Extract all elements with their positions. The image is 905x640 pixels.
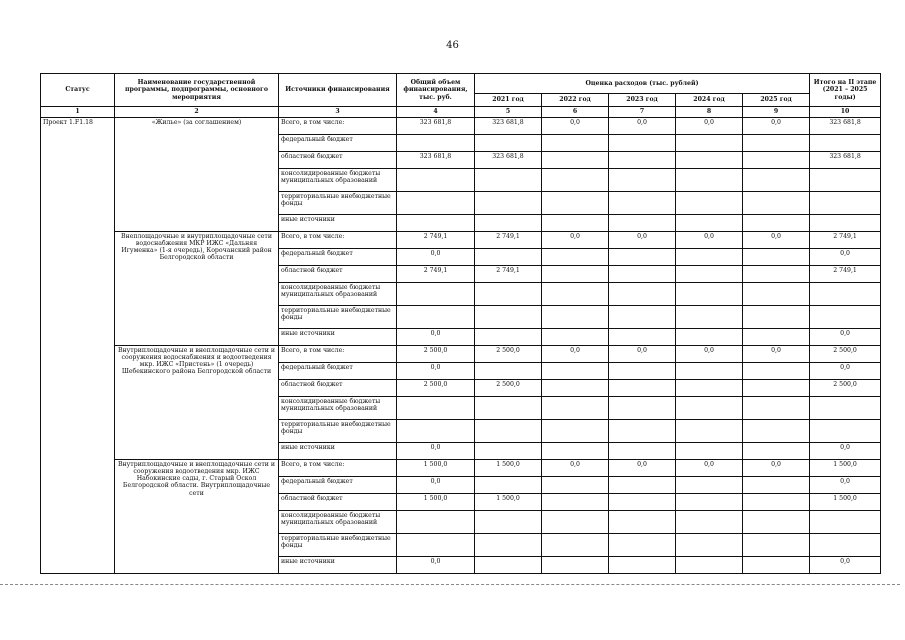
status-cell: Проект 1.F1.18 — [41, 118, 115, 574]
value-cell-y2021: 2 500,0 — [475, 380, 542, 397]
value-cell-y2024 — [676, 192, 743, 215]
value-cell-y2024 — [676, 380, 743, 397]
source-cell: федеральный бюджет — [279, 249, 397, 266]
value-cell-total — [397, 192, 475, 215]
value-cell-y2022 — [542, 397, 609, 420]
source-cell: иные источники — [279, 443, 397, 460]
value-cell-y2021 — [475, 477, 542, 494]
value-cell-stage — [810, 420, 881, 443]
source-cell: областной бюджет — [279, 380, 397, 397]
source-cell: областной бюджет — [279, 152, 397, 169]
value-cell-total: 0,0 — [397, 443, 475, 460]
header-total: Общий объем финансирования, тыс. руб. — [397, 74, 475, 107]
value-cell-y2021: 1 500,0 — [475, 460, 542, 477]
value-cell-y2021 — [475, 329, 542, 346]
table-row — [41, 118, 881, 135]
value-cell-stage: 0,0 — [810, 363, 881, 380]
value-cell-y2025 — [743, 283, 810, 306]
value-cell-total — [397, 397, 475, 420]
value-cell-y2022 — [542, 215, 609, 232]
scan-artifact-line — [0, 584, 900, 585]
value-cell-y2022: 0,0 — [542, 460, 609, 477]
value-cell-y2025 — [743, 152, 810, 169]
value-cell-y2023 — [609, 477, 676, 494]
source-cell: иные источники — [279, 557, 397, 574]
value-cell-stage — [810, 283, 881, 306]
source-cell: консолидированные бюджеты муниципальных образований — [279, 511, 397, 534]
value-cell-stage: 0,0 — [810, 249, 881, 266]
col-number: 3 — [279, 107, 397, 118]
value-cell-y2023 — [609, 511, 676, 534]
value-cell-y2021: 2 749,1 — [475, 266, 542, 283]
value-cell-y2024 — [676, 534, 743, 557]
page-number: 46 — [446, 40, 459, 51]
value-cell-y2022 — [542, 152, 609, 169]
source-cell: Всего, в том числе: — [279, 346, 397, 363]
header-estimate: Оценка расходов (тыс. рублей) — [475, 74, 810, 94]
value-cell-y2024 — [676, 363, 743, 380]
header-year: 2021 год — [475, 94, 542, 107]
value-cell-y2024: 0,0 — [676, 232, 743, 249]
value-cell-y2024 — [676, 511, 743, 534]
value-cell-y2024 — [676, 494, 743, 511]
value-cell-y2022 — [542, 192, 609, 215]
value-cell-y2023: 0,0 — [609, 118, 676, 135]
value-cell-y2021 — [475, 420, 542, 443]
value-cell-y2025 — [743, 249, 810, 266]
value-cell-y2025 — [743, 192, 810, 215]
value-cell-y2024 — [676, 215, 743, 232]
value-cell-y2025 — [743, 363, 810, 380]
value-cell-stage: 323 681,8 — [810, 118, 881, 135]
value-cell-y2023: 0,0 — [609, 346, 676, 363]
value-cell-y2025 — [743, 215, 810, 232]
table-row — [41, 232, 881, 249]
value-cell-y2021: 323 681,8 — [475, 118, 542, 135]
value-cell-y2023 — [609, 249, 676, 266]
value-cell-y2023 — [609, 557, 676, 574]
value-cell-y2025 — [743, 443, 810, 460]
value-cell-y2023 — [609, 380, 676, 397]
value-cell-y2023 — [609, 266, 676, 283]
value-cell-y2024 — [676, 152, 743, 169]
header-year: 2022 год — [542, 94, 609, 107]
value-cell-y2022: 0,0 — [542, 232, 609, 249]
header-year: 2024 год — [676, 94, 743, 107]
value-cell-y2024 — [676, 266, 743, 283]
value-cell-y2022 — [542, 306, 609, 329]
value-cell-y2025 — [743, 266, 810, 283]
value-cell-y2022 — [542, 420, 609, 443]
value-cell-total: 323 681,8 — [397, 152, 475, 169]
col-number: 10 — [810, 107, 881, 118]
value-cell-y2025 — [743, 494, 810, 511]
value-cell-total — [397, 306, 475, 329]
header-status: Статус — [41, 74, 115, 107]
value-cell-y2024 — [676, 477, 743, 494]
value-cell-stage: 2 749,1 — [810, 266, 881, 283]
value-cell-y2021 — [475, 306, 542, 329]
value-cell-total: 2 749,1 — [397, 232, 475, 249]
value-cell-y2021 — [475, 534, 542, 557]
col-number: 4 — [397, 107, 475, 118]
value-cell-y2025: 0,0 — [743, 346, 810, 363]
value-cell-total: 0,0 — [397, 329, 475, 346]
source-cell: консолидированные бюджеты муниципальных образований — [279, 169, 397, 192]
value-cell-y2021: 2 500,0 — [475, 346, 542, 363]
value-cell-y2025 — [743, 511, 810, 534]
value-cell-y2023 — [609, 363, 676, 380]
value-cell-stage: 2 749,1 — [810, 232, 881, 249]
col-number: 5 — [475, 107, 542, 118]
value-cell-y2022 — [542, 380, 609, 397]
value-cell-y2023 — [609, 494, 676, 511]
value-cell-stage: 0,0 — [810, 443, 881, 460]
header-stage-total: Итого на II этапе (2021 – 2025 годы) — [810, 74, 881, 107]
source-cell: Всего, в том числе: — [279, 232, 397, 249]
value-cell-y2025 — [743, 397, 810, 420]
source-cell: консолидированные бюджеты муниципальных образований — [279, 397, 397, 420]
value-cell-stage: 0,0 — [810, 477, 881, 494]
value-cell-y2022: 0,0 — [542, 346, 609, 363]
value-cell-y2022 — [542, 477, 609, 494]
header-program: Наименование государственной программы, подпрограммы, основного мероприятия — [115, 74, 279, 107]
value-cell-total — [397, 511, 475, 534]
source-cell: федеральный бюджет — [279, 135, 397, 152]
source-cell: территориальные внебюджетные фонды — [279, 534, 397, 557]
value-cell-total — [397, 215, 475, 232]
value-cell-y2024 — [676, 249, 743, 266]
value-cell-y2023 — [609, 443, 676, 460]
value-cell-y2021 — [475, 557, 542, 574]
source-cell: областной бюджет — [279, 494, 397, 511]
value-cell-y2023 — [609, 192, 676, 215]
program-name-cell: Внутриплощадочные и внеплощадочные сети и сооружения водоотведения мкр. ИЖС Набокинские сады, г. Старый Оскол Белгородской области. Внутриплощадочные сети — [115, 460, 279, 574]
value-cell-y2025 — [743, 534, 810, 557]
value-cell-y2022 — [542, 249, 609, 266]
value-cell-y2025 — [743, 477, 810, 494]
value-cell-y2024 — [676, 283, 743, 306]
value-cell-stage: 323 681,8 — [810, 152, 881, 169]
program-name-cell: Внеплощадочные и внутриплощадочные сети водоснабжения МКР ИЖС «Дальняя Игуменка» (1-я очередь), Корочанский район Белгородской области — [115, 232, 279, 346]
header-sources: Источники финансирования — [279, 74, 397, 107]
table-row — [41, 346, 881, 363]
program-name-cell: «Жилье» (за соглашением) — [115, 118, 279, 232]
value-cell-total: 0,0 — [397, 363, 475, 380]
col-number: 7 — [609, 107, 676, 118]
value-cell-stage: 0,0 — [810, 557, 881, 574]
value-cell-y2023 — [609, 152, 676, 169]
value-cell-y2021 — [475, 215, 542, 232]
col-number: 2 — [115, 107, 279, 118]
value-cell-y2023: 0,0 — [609, 460, 676, 477]
value-cell-y2021 — [475, 169, 542, 192]
source-cell: иные источники — [279, 329, 397, 346]
value-cell-y2024 — [676, 329, 743, 346]
value-cell-total: 1 500,0 — [397, 460, 475, 477]
source-cell: консолидированные бюджеты муниципальных образований — [279, 283, 397, 306]
value-cell-y2023 — [609, 169, 676, 192]
value-cell-y2021 — [475, 135, 542, 152]
value-cell-y2022 — [542, 169, 609, 192]
col-number: 9 — [743, 107, 810, 118]
value-cell-y2025: 0,0 — [743, 118, 810, 135]
value-cell-y2021 — [475, 249, 542, 266]
table-row — [41, 460, 881, 477]
value-cell-stage — [810, 169, 881, 192]
value-cell-y2025 — [743, 306, 810, 329]
value-cell-y2022 — [542, 363, 609, 380]
value-cell-y2022 — [542, 329, 609, 346]
value-cell-stage — [810, 534, 881, 557]
source-cell: областной бюджет — [279, 266, 397, 283]
value-cell-stage: 2 500,0 — [810, 380, 881, 397]
budget-table — [40, 73, 881, 574]
value-cell-y2021: 323 681,8 — [475, 152, 542, 169]
value-cell-stage — [810, 135, 881, 152]
source-cell: Всего, в том числе: — [279, 460, 397, 477]
value-cell-y2024 — [676, 420, 743, 443]
value-cell-stage: 1 500,0 — [810, 494, 881, 511]
source-cell: территориальные внебюджетные фонды — [279, 306, 397, 329]
value-cell-y2024: 0,0 — [676, 118, 743, 135]
value-cell-y2023 — [609, 534, 676, 557]
value-cell-y2022 — [542, 135, 609, 152]
value-cell-y2025: 0,0 — [743, 460, 810, 477]
value-cell-y2023 — [609, 329, 676, 346]
value-cell-total: 1 500,0 — [397, 494, 475, 511]
value-cell-y2025 — [743, 420, 810, 443]
source-cell: территориальные внебюджетные фонды — [279, 420, 397, 443]
col-number: 6 — [542, 107, 609, 118]
header-year: 2025 год — [743, 94, 810, 107]
value-cell-y2021 — [475, 192, 542, 215]
value-cell-y2022 — [542, 283, 609, 306]
value-cell-stage: 0,0 — [810, 329, 881, 346]
value-cell-y2024: 0,0 — [676, 346, 743, 363]
col-number: 8 — [676, 107, 743, 118]
value-cell-stage — [810, 397, 881, 420]
value-cell-total — [397, 534, 475, 557]
col-number: 1 — [41, 107, 115, 118]
value-cell-total: 2 500,0 — [397, 346, 475, 363]
value-cell-y2022: 0,0 — [542, 118, 609, 135]
value-cell-y2025 — [743, 169, 810, 192]
value-cell-y2025 — [743, 135, 810, 152]
value-cell-y2024 — [676, 135, 743, 152]
value-cell-y2025 — [743, 380, 810, 397]
value-cell-y2023: 0,0 — [609, 232, 676, 249]
value-cell-total — [397, 135, 475, 152]
value-cell-y2021 — [475, 511, 542, 534]
value-cell-y2021: 1 500,0 — [475, 494, 542, 511]
value-cell-y2021 — [475, 363, 542, 380]
value-cell-stage — [810, 511, 881, 534]
value-cell-stage: 1 500,0 — [810, 460, 881, 477]
source-cell: федеральный бюджет — [279, 363, 397, 380]
value-cell-y2024: 0,0 — [676, 460, 743, 477]
value-cell-stage: 2 500,0 — [810, 346, 881, 363]
value-cell-y2024 — [676, 557, 743, 574]
value-cell-total: 2 500,0 — [397, 380, 475, 397]
value-cell-y2023 — [609, 283, 676, 306]
source-cell: территориальные внебюджетные фонды — [279, 192, 397, 215]
value-cell-y2022 — [542, 511, 609, 534]
value-cell-y2025 — [743, 557, 810, 574]
value-cell-y2024 — [676, 397, 743, 420]
value-cell-stage — [810, 215, 881, 232]
value-cell-stage — [810, 306, 881, 329]
source-cell: иные источники — [279, 215, 397, 232]
value-cell-total: 0,0 — [397, 557, 475, 574]
value-cell-y2023 — [609, 135, 676, 152]
value-cell-total — [397, 169, 475, 192]
value-cell-total: 0,0 — [397, 249, 475, 266]
value-cell-y2022 — [542, 443, 609, 460]
value-cell-total: 2 749,1 — [397, 266, 475, 283]
value-cell-y2024 — [676, 443, 743, 460]
value-cell-total: 323 681,8 — [397, 118, 475, 135]
value-cell-y2023 — [609, 306, 676, 329]
source-cell: Всего, в том числе: — [279, 118, 397, 135]
value-cell-y2025: 0,0 — [743, 232, 810, 249]
source-cell: федеральный бюджет — [279, 477, 397, 494]
value-cell-y2022 — [542, 557, 609, 574]
value-cell-y2024 — [676, 306, 743, 329]
value-cell-total: 0,0 — [397, 477, 475, 494]
value-cell-y2025 — [743, 329, 810, 346]
value-cell-y2023 — [609, 215, 676, 232]
value-cell-y2021: 2 749,1 — [475, 232, 542, 249]
value-cell-total — [397, 283, 475, 306]
value-cell-y2022 — [542, 534, 609, 557]
value-cell-y2022 — [542, 266, 609, 283]
value-cell-y2023 — [609, 420, 676, 443]
header-year: 2023 год — [609, 94, 676, 107]
value-cell-y2023 — [609, 397, 676, 420]
value-cell-stage — [810, 192, 881, 215]
value-cell-y2021 — [475, 443, 542, 460]
value-cell-y2021 — [475, 283, 542, 306]
value-cell-total — [397, 420, 475, 443]
value-cell-y2021 — [475, 397, 542, 420]
program-name-cell: Внутриплощадочные и внеплощадочные сети и сооружения водоснабжения и водоотведения мкр. ИЖС «Пристень» (1 очередь) Шебекинского района Белгородской области — [115, 346, 279, 460]
value-cell-y2022 — [542, 494, 609, 511]
value-cell-y2024 — [676, 169, 743, 192]
